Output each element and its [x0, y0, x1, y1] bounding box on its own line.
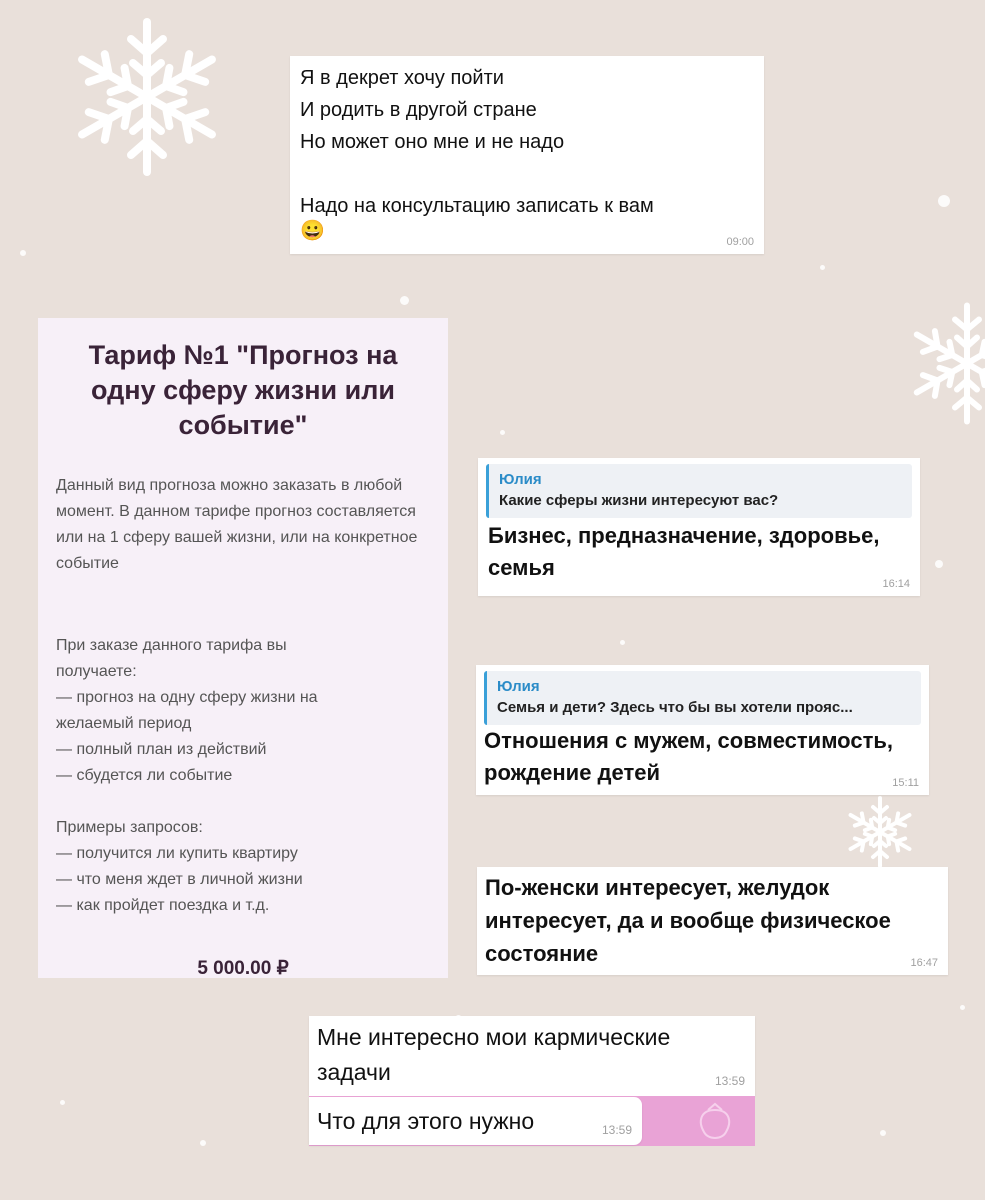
tariff-intro: Данный вид прогноза можно заказать в любой момент. В данном тарифе прогноз составляется или на 1 сферу вашей жизни, или на конкретное событие	[56, 477, 418, 572]
message-bubble	[478, 458, 920, 596]
message-text: Я в декрет хочу пойти И родить в другой стране Но может оно мне и не надо Надо на консультацию записать к вам	[300, 67, 654, 217]
reply-quote	[484, 671, 921, 725]
tariff-title: Тариф №1 "Прогноз на одну сферу жизни или событие"	[88, 340, 398, 440]
reply-author: Юлия	[497, 678, 540, 695]
strawberry-icon	[690, 1100, 740, 1144]
message-time: 16:47	[910, 957, 938, 969]
reply-author: Юлия	[499, 471, 542, 488]
message-text: Что для этого нужно	[317, 1108, 535, 1134]
message-bubble	[476, 665, 929, 795]
message-text: Бизнес, предназначение, здоровье, семья	[488, 523, 880, 580]
message-bubble	[477, 867, 948, 975]
reply-quote	[486, 464, 912, 518]
message-text: Мне интересно мои кармические задачи	[317, 1024, 671, 1085]
tariff-examples: Примеры запросов: — получится ли купить квартиру — что меня ждет в личной жизни — как пройдет поездка и т.д.	[56, 819, 303, 914]
message-time: 13:59	[714, 1074, 745, 1088]
message-time: 15:11	[892, 777, 919, 789]
tariff-price: 5 000.00 ₽	[197, 958, 289, 979]
grinning-face-emoji: 😀	[300, 220, 325, 242]
message-text: По-женски интересует, желудок интересует, да и вообще физическое состояние	[485, 875, 891, 966]
snowflake-icon	[902, 296, 985, 431]
message-bubble	[309, 1016, 755, 1096]
snowflake-icon	[842, 794, 918, 870]
snowflake-icon	[62, 12, 232, 182]
message-time: 16:14	[882, 578, 910, 590]
message-text: Отношения с мужем, совместимость, рождение детей	[484, 728, 893, 785]
message-bubble	[290, 56, 764, 254]
reply-text: Семья и дети? Здесь что бы вы хотели прояс...	[497, 699, 853, 716]
reply-text: Какие сферы жизни интересуют вас?	[499, 492, 779, 509]
message-time: 13:59	[601, 1123, 632, 1137]
message-bubble	[309, 1097, 642, 1145]
tariff-benefits: При заказе данного тарифа вы получаете: — прогноз на одну сферу жизни на желаемый период — полный план из действий — сбудется ли событие	[56, 637, 318, 784]
tariff-card	[38, 318, 448, 978]
message-time: 09:00	[726, 236, 754, 248]
